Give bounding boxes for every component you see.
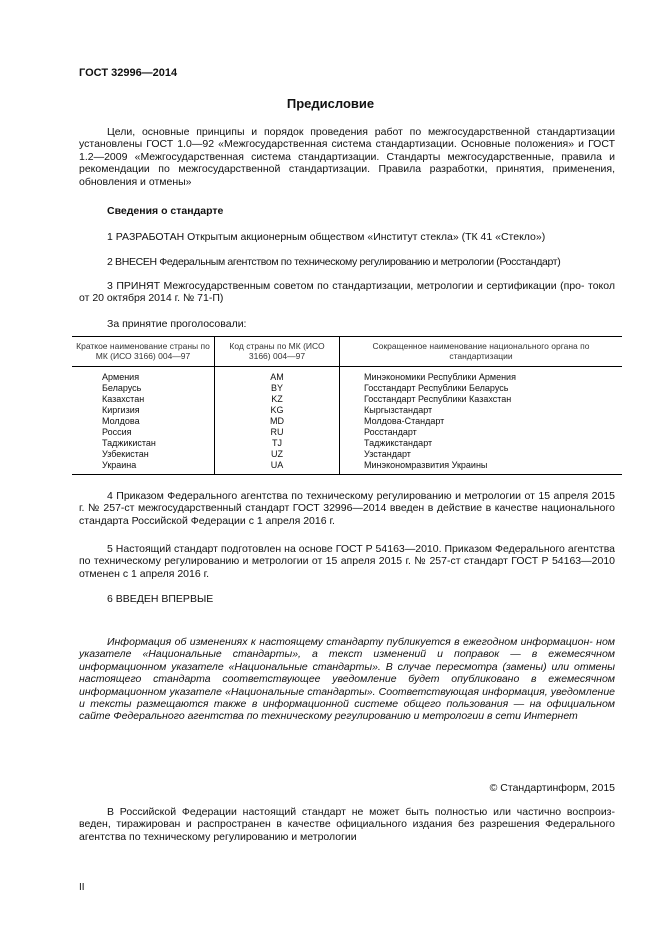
item-3 (79, 280, 615, 305)
body-cell: Таджикстандарт (340, 438, 623, 449)
table-row (72, 394, 622, 405)
code-cell: KG (215, 405, 340, 416)
page-number: II (79, 882, 85, 893)
page-title: Предисловие (286, 96, 375, 111)
table-row (72, 367, 622, 384)
copyright: © Стандартинформ, 2015 (489, 782, 615, 794)
table-header-country: Краткое наименование страны по МК (ИСО 3166) 004—97 (72, 337, 215, 367)
table-header-body: Сокращенное наименование национального органа по стандартизации (340, 337, 623, 367)
table-row (72, 427, 622, 438)
code-cell: MD (215, 416, 340, 427)
table-row (72, 438, 622, 449)
code-cell: TJ (215, 438, 340, 449)
code-cell: KZ (215, 394, 340, 405)
item-6: 6 ВВЕДЕН ВПЕРВЫЕ (107, 593, 214, 605)
rights-rest: веден, тиражирован и распространен в качестве официального издания без разрешения Федерального агентства по техническому регулированию и метрологии (79, 818, 615, 843)
code-cell: RU (215, 427, 340, 438)
intro-paragraph (79, 126, 615, 188)
table-row (72, 383, 622, 394)
body-cell: Госстандарт Республики Беларусь (340, 383, 623, 394)
item-1: 1 РАЗРАБОТАН Открытым акционерным обществом «Институт стекла» (ТК 41 «Стекло») (107, 231, 546, 243)
country-cell: Казахстан (102, 394, 145, 404)
country-cell: Россия (102, 427, 132, 437)
notice-rest: ном указателе «Национальные стандарты», а текст изменений и поправок — в ежемесячном информационном указателе «Национальные стандарты». В случае пересмотра (замены) или отмены настоящего стандарта соответствующее уведомление будет опубликовано в ежемесячном информационном указателе «Национальные стандарты». Соответствующая информация, уведомление и тексты размещаются также в информационной системе общего пользования — на официальном сайте Федерального агентства по техническому регулированию и метрологии в сети Интернет (79, 636, 615, 723)
body-cell: Росстандарт (340, 427, 623, 438)
table-header-code: Код страны по МК (ИСО 3166) 004—97 (215, 337, 340, 367)
item-5-rest: агентства по техническому регулированию и метрологии от 15 апреля 2015 г. № 257-ст стандарт ГОСТ Р 54163—2010 отменен с 1 апреля 2016 г. (79, 543, 616, 580)
body-cell: Минэкономики Республики Армения (340, 367, 623, 384)
country-cell: Армения (102, 372, 140, 382)
body-cell: Кыргызстандарт (340, 405, 623, 416)
country-cell: Узбекистан (102, 449, 149, 459)
code-cell: UA (215, 460, 340, 475)
item-2: 2 ВНЕСЕН Федеральным агентством по техническому регулированию и метрологии (Росстандарт) (107, 256, 561, 268)
item-4-line1: 4 Приказом Федерального агентства по техническому регулированию и метрологии от 15 апреля (107, 490, 589, 502)
rights-line1: В Российской Федерации настоящий стандарт не может быть полностью или частично воспроиз- (107, 806, 615, 818)
table-row (72, 416, 622, 427)
body-cell: Госстандарт Республики Казахстан (340, 394, 623, 405)
body-cell: Узстандарт (340, 449, 623, 460)
table-row (72, 449, 622, 460)
item-3-rest: токол от 20 октября 2014 г. № 71-П) (79, 280, 615, 305)
country-cell: Таджикистан (102, 438, 156, 448)
rights-notice (79, 806, 615, 843)
info-heading: Сведения о стандарте (107, 205, 224, 217)
item-3-line1: 3 ПРИНЯТ Межгосударственным советом по стандартизации, метрологии и сертификации (про- (107, 280, 585, 292)
item-4-rest: 2015 г. № 257-ст межгосударственный стандарт ГОСТ 32996—2014 введен в действие в качестве национального стандарта Российской Федерации с 1 апреля 2016 г. (79, 490, 615, 527)
intro-line1: Цели, основные принципы и порядок проведения работ по межгосударственной стандартизации (107, 126, 615, 138)
notice-line1: Информация об изменениях к настоящему стандарту публикуется в ежегодном информацион- (107, 636, 593, 648)
body-cell: Минэкономразвития Украины (340, 460, 623, 475)
country-cell: Молдова (102, 416, 140, 426)
standard-code: ГОСТ 32996—2014 (79, 67, 178, 79)
body-cell: Молдова-Стандарт (340, 416, 623, 427)
code-cell: BY (215, 383, 340, 394)
table-header-row (72, 337, 622, 367)
intro-rest: установлены ГОСТ 1.0—92 «Межгосударственная система стандартизации. Основные положения» и ГОСТ 1.2—2009 «Межгосударственная система стандартизации. Стандарты межгосударственные, правила и рекомендации по межгосударственной стандартизации. Правила разработки, принятия, применения, обновления и отмены» (79, 138, 615, 188)
item-5-line1: 5 Настоящий стандарт подготовлен на основе ГОСТ Р 54163—2010. Приказом Федерального (107, 543, 565, 555)
voting-table (72, 336, 622, 475)
item-4 (79, 490, 615, 527)
code-cell: AM (215, 367, 340, 384)
code-cell: UZ (215, 449, 340, 460)
changes-notice (79, 636, 615, 723)
voted-label: За принятие проголосовали: (107, 318, 247, 330)
country-cell: Беларусь (102, 383, 142, 393)
item-5 (79, 543, 615, 580)
table-row (72, 405, 622, 416)
country-cell: Киргизия (102, 405, 140, 415)
table-row (72, 460, 622, 475)
country-cell: Украина (72, 460, 215, 475)
